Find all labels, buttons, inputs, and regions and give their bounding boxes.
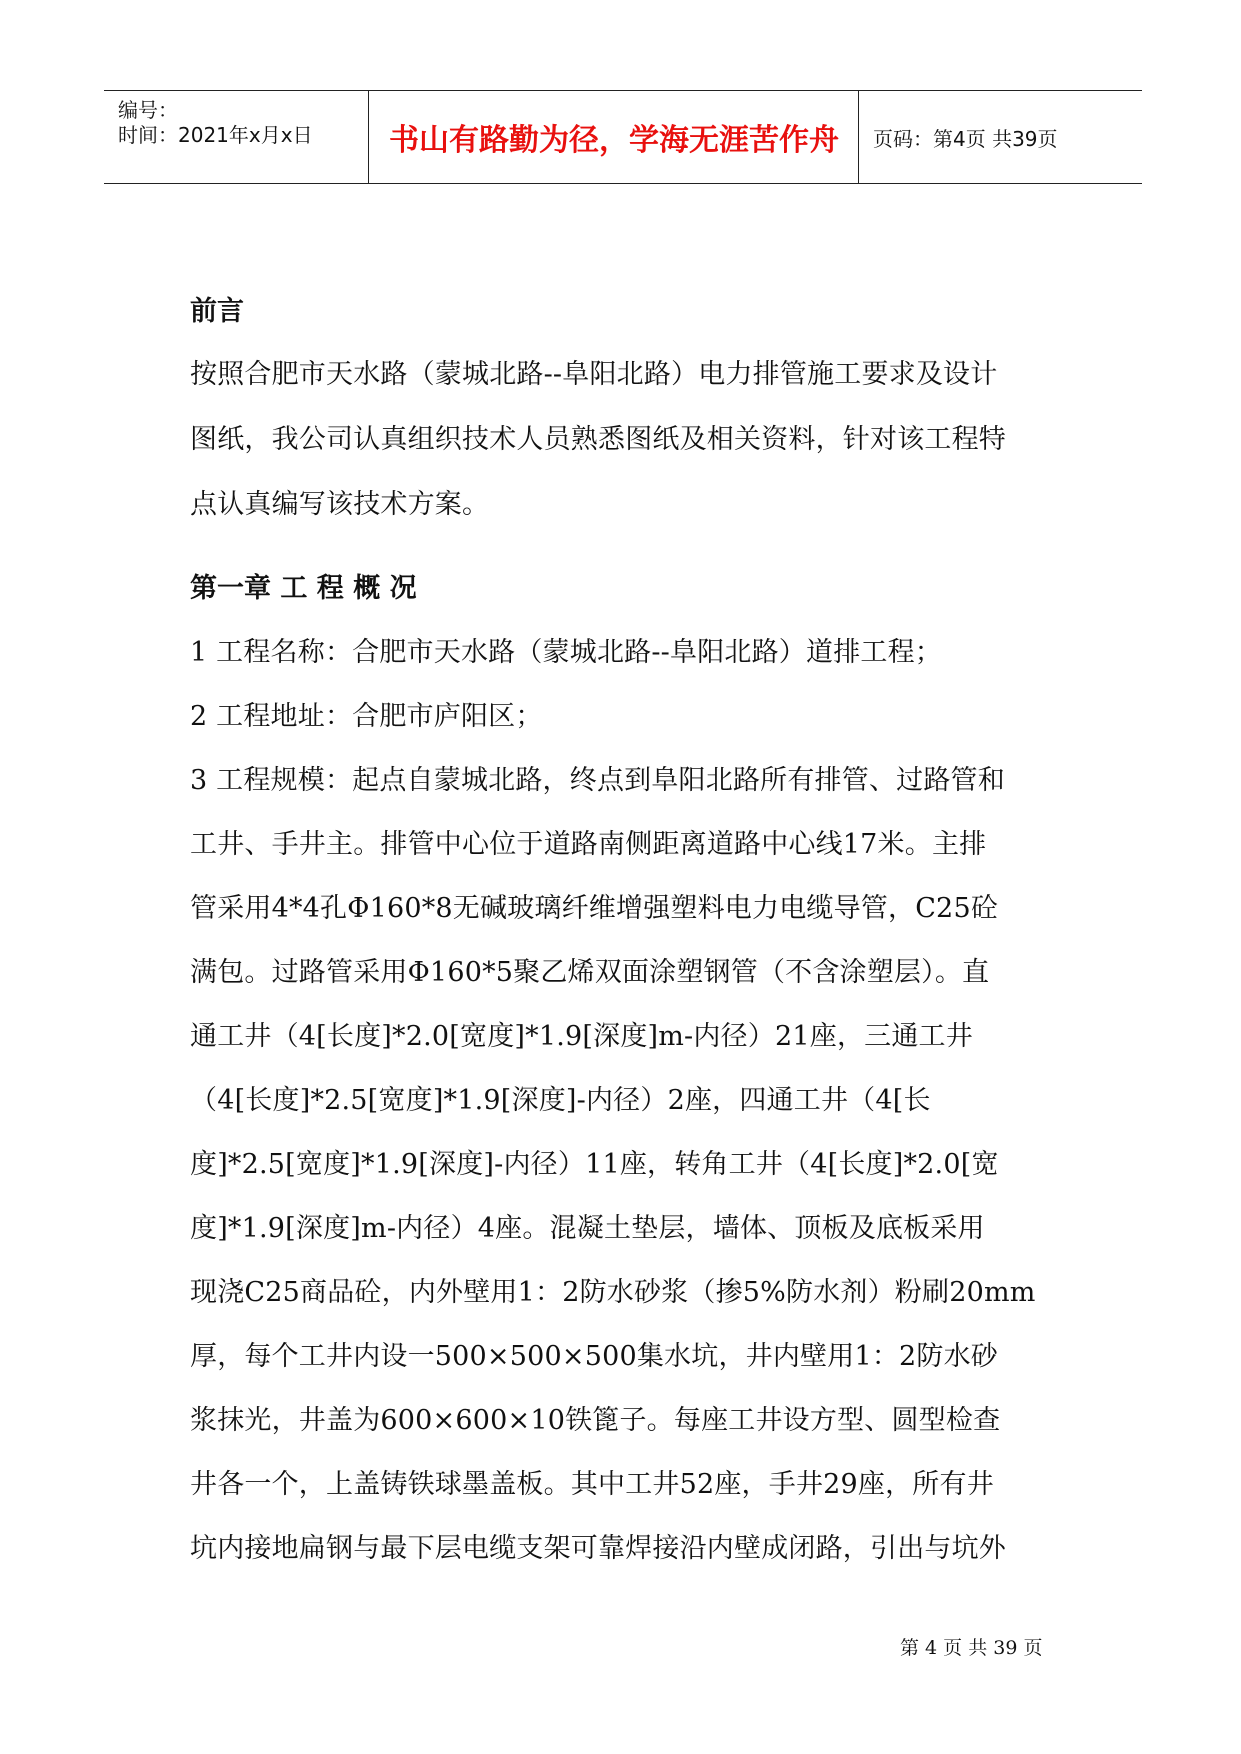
header-right-cell [858,91,1143,183]
header-left-cell [104,91,369,183]
preface-line: 按照合肥市天水路（蒙城北路--阜阳北路）电力排管施工要求及设计 [190,359,998,390]
preface-line: 点认真编写该技术方案。 [190,489,490,520]
chapter-line: 3 工程规模：起点自蒙城北路，终点到阜阳北路所有排管、过路管和 [190,765,1005,796]
preface-line: 图纸，我公司认真组织技术人员熟悉图纸及相关资料，针对该工程特 [190,424,1006,455]
chapter-line: 浆抹光，井盖为600×600×10铁篦子。每座工井设方型、圆型检查 [190,1405,1001,1436]
chapter-line: （4[长度]*2.5[宽度]*1.9[深度]-内径）2座，四通工井（4[长 [190,1085,931,1116]
chapter-line: 厚，每个工井内设一500×500×500集水坑，井内壁用1：2防水砂 [190,1341,999,1372]
chapter-line: 管采用4*4孔Φ160*8无碱玻璃纤维增强塑料电力电缆导管，C25砼 [190,893,999,924]
header-number-label: 编号： [118,98,178,122]
chapter-line: 度]*1.9[深度]m-内径）4座。混凝土垫层，墙体、顶板及底板采用 [190,1213,985,1244]
chapter-line: 通工井（4[长度]*2.0[宽度]*1.9[深度]m-内径）21座，三通工井 [190,1021,973,1052]
header-time-label: 时间：2021年x月x日 [118,123,313,147]
chapter-line: 1 工程名称：合肥市天水路（蒙城北路--阜阳北路）道排工程； [190,637,943,668]
page-header [104,90,1142,184]
chapter-line: 满包。过路管采用Φ160*5聚乙烯双面涂塑钢管（不含涂塑层）。直 [190,957,990,988]
chapter-line: 度]*2.5[宽度]*1.9[深度]-内径）11座，转角工井（4[长度]*2.0[宽 [190,1149,999,1180]
preface-title: 前言 [190,296,244,327]
header-motto: 书山有路勤为径，学海无涯苦作舟 [389,123,839,158]
chapter-line: 井各一个，上盖铸铁球墨盖板。其中工井52座，手井29座，所有井 [190,1469,994,1500]
chapter-title: 第一章 工 程 概 况 [190,573,417,604]
chapter-line: 2 工程地址：合肥市庐阳区； [190,701,543,732]
chapter-line: 现浇C25商品砼，内外壁用1：2防水砂浆（掺5%防水剂）粉刷20mm [190,1277,1036,1308]
page-footer: 第 4 页 共 39 页 [900,1637,1043,1659]
chapter-line: 工井、手井主。排管中心位于道路南侧距离道路中心线17米。主排 [190,829,987,860]
header-page-label: 页码：第4页 共39页 [873,127,1058,151]
chapter-line: 坑内接地扁钢与最下层电缆支架可靠焊接沿内壁成闭路，引出与坑外 [190,1533,1006,1564]
